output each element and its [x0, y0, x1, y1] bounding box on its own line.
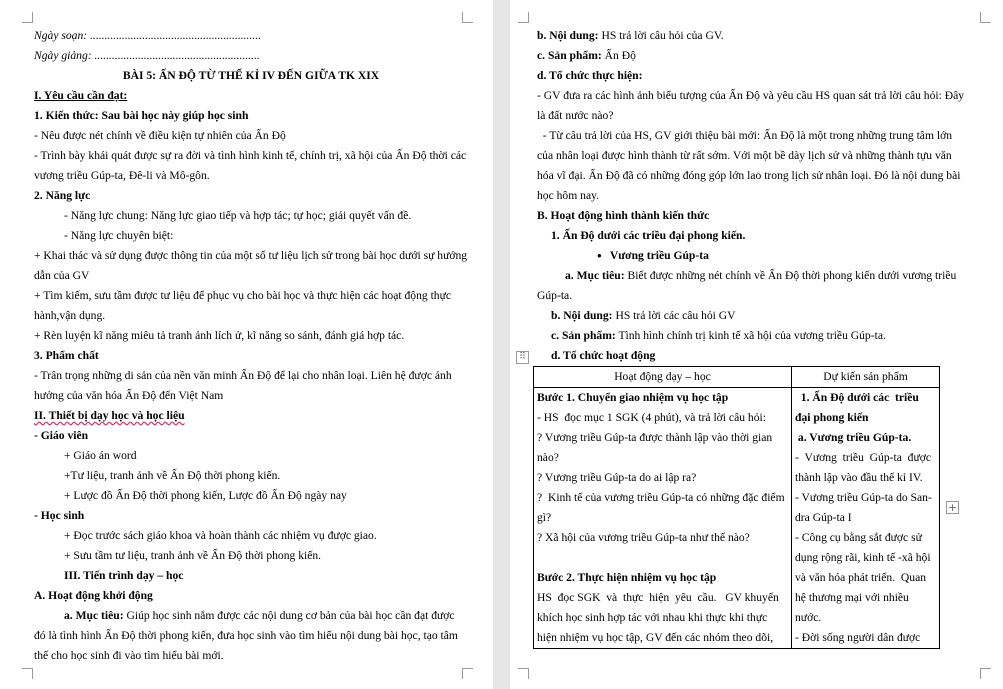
product-label: c. Sản phẩm:	[537, 49, 602, 62]
table-cell-line	[537, 548, 788, 568]
paragraph-line: Gúp-ta.	[537, 289, 573, 302]
table-cell-line: ? Kinh tế của vương triều Gúp-ta có những đặc điểm	[537, 491, 785, 504]
table-cell-line: dra Gúp-ta I	[795, 511, 852, 524]
paragraph-line: hưởng của văn hóa Ấn Độ đến Việt Nam	[34, 389, 224, 402]
margin-mark	[462, 668, 473, 679]
table-cell-line: hệ thương mại với nhiều	[795, 591, 909, 604]
table-cell-line: - Đời sống người dân được	[795, 631, 921, 644]
subheading: 3. Phẩm chất	[34, 349, 99, 362]
document-page-right[interactable]	[510, 0, 1003, 689]
table-cell-line: và văn hóa phát triển. Quan	[795, 571, 927, 584]
table-cell-line: thành lập vào đầu thế kỉ IV.	[795, 471, 923, 484]
section-heading: III. Tiến trình dạy – học	[64, 569, 184, 582]
bullet-icon	[597, 249, 610, 262]
paragraph-line: dẫn của GV	[34, 269, 90, 282]
paragraph-line: đó là tình hình Ấn Độ thời phong kiến, đưa học sinh vào tìm hiểu nội dung bài học, tạo tâm	[34, 629, 458, 642]
margin-mark	[462, 12, 473, 23]
list-item: + Sưu tầm tư liệu, tranh ảnh về Ấn Độ thời phong kiến.	[64, 549, 322, 562]
paragraph-line: hành,vận dụng.	[34, 309, 106, 322]
product-label: c. Sản phẩm:	[551, 329, 616, 342]
table-cell-products[interactable]	[792, 388, 940, 649]
subheading: d. Tổ chức hoạt động	[551, 349, 656, 362]
product-text: Ấn Độ	[601, 49, 636, 62]
product-text: Tình hình chính trị kinh tế xã hội của vương triều Gúp-ta.	[615, 329, 886, 342]
paragraph-line: - Trân trọng những di sản của nền văn minh Ấn Độ để lại cho nhân loại. Liên hệ được ảnh	[34, 369, 452, 382]
paragraph-line: + Khai thác và sử dụng được thông tin của một số tư liệu lịch sử trong bài học dưới sự hướng	[34, 249, 468, 262]
add-column-icon[interactable]: +	[947, 501, 958, 514]
subheading: d. Tổ chức thực hiện:	[537, 69, 643, 82]
content-label: b. Nội dung:	[537, 29, 599, 42]
table-header-cell[interactable]: Dự kiến sản phẩm	[792, 367, 940, 388]
paragraph-line: học hôm nay.	[537, 189, 600, 202]
table-cell-line: ? Xã hội của vương triều Gúp-ta như thế nào?	[537, 531, 750, 544]
table-cell-line: hiện nhiệm vụ học tập, GV đến các nhóm theo dõi,	[537, 631, 774, 644]
section-heading: I. Yêu cầu cần đạt:	[34, 89, 128, 102]
margin-mark	[22, 668, 33, 679]
table-cell-line: Bước 2. Thực hiện nhiệm vụ học tập	[537, 571, 717, 584]
content-label: b. Nội dung:	[551, 309, 613, 322]
activity-table[interactable]	[533, 366, 940, 649]
table-cell-line: - HS đọc mục 1 SGK (4 phút), và trả lời câu hỏi:	[537, 411, 766, 424]
lesson-title: BÀI 5: ẤN ĐỘ TỪ THẾ KỈ IV ĐẾN GIỮA TK XIX	[122, 69, 380, 82]
content-text: HS trả lời các câu hỏi GV	[612, 309, 736, 322]
bullet-item: Vương triều Gúp-ta	[609, 249, 709, 262]
paragraph-line: thế cho học sinh đi vào tìm hiểu bài mới.	[34, 649, 224, 662]
subheading: 1. Kiến thức: Sau bài học này giúp học sinh	[34, 109, 249, 122]
paragraph-line: + Rèn luyện kĩ năng miêu tả tranh ảnh lích ử, kĩ năng so sánh, đánh giá hợp tác.	[34, 329, 405, 342]
table-header-cell[interactable]: Hoạt động dạy – học	[534, 367, 792, 388]
margin-mark	[22, 12, 33, 23]
page-body-right[interactable]	[537, 26, 975, 649]
margin-mark	[980, 12, 991, 23]
table-move-handle-icon[interactable]: ⠿	[516, 351, 529, 364]
list-item: + Giáo án word	[64, 449, 137, 462]
page-gap	[493, 0, 510, 689]
objective-label: a. Mục tiêu:	[64, 609, 124, 622]
content-text: HS trả lời câu hỏi của GV.	[598, 29, 724, 42]
margin-mark	[518, 668, 529, 679]
table-cell-line: ? Vương triều Gúp-ta được thành lập vào thời gian	[537, 431, 773, 444]
list-item: + Đọc trước sách giáo khoa và hoàn thành các nhiệm vụ được giao.	[64, 529, 377, 542]
objective-label: a. Mục tiêu:	[565, 269, 625, 282]
table-cell-line: nước.	[795, 611, 822, 624]
paragraph-line: - Từ câu trả lời của HS, GV giới thiệu bài mới: Ấn Độ là một trong những trung tâm lớn	[537, 129, 953, 142]
table-cell-line: - Vương triều Gúp-ta do San-	[795, 491, 932, 504]
section-heading: II. Thiết bị dạy học và học liệu	[34, 409, 185, 422]
table-cell-line: 1. Ấn Độ dưới các triều	[795, 391, 919, 404]
section-heading: B. Hoạt động hình thành kiến thức	[537, 209, 710, 222]
subheading: 2. Năng lực	[34, 189, 91, 202]
margin-mark	[518, 12, 529, 23]
paragraph-line: là đất nước nào?	[537, 109, 614, 122]
paragraph-line: vương triều Gúp-ta, Đê-li và Mô-gôn.	[34, 169, 210, 182]
paragraph-line: Giúp học sinh nắm được các nội dung cơ bản của bài học cần đạt được	[123, 609, 455, 622]
table-cell-line: đại phong kiến	[795, 411, 869, 424]
paragraph-line: - Trình bày khái quát được sự ra đời và tình hình kinh tế, chính trị, xã hội của Ấn Độ thời các	[34, 149, 467, 162]
table-cell-line: - Công cụ bằng sắt được sử	[795, 531, 922, 544]
subheading: - Giáo viên	[34, 429, 89, 442]
date-taught: Ngày giảng: .........................................................	[34, 49, 260, 62]
table-cell-line: a. Vương triều Gúp-ta.	[795, 431, 912, 444]
table-cell-line: Bước 1. Chuyển giao nhiệm vụ học tập	[537, 391, 729, 404]
table-cell-line: nào?	[537, 451, 559, 464]
table-header-row	[534, 367, 940, 388]
paragraph-line: - Năng lực chung: Năng lực giao tiếp và hợp tác; tự học; giải quyết vấn đề.	[64, 209, 412, 222]
paragraph-line: của nhân loại được hình thành từ rất sớm. Với một bề dày lịch sử và những thành tựu văn	[537, 149, 952, 162]
table-cell-line: dụng rộng rãi, kinh tế -xã hội	[795, 551, 931, 564]
date-prepared: Ngày soạn: ...........................................................	[34, 29, 262, 42]
subheading: 1. Ấn Độ dưới các triều đại phong kiến.	[551, 229, 746, 242]
table-cell-line: - Vương triều Gúp-ta được	[795, 451, 932, 464]
document-page-left[interactable]	[0, 0, 493, 689]
list-item: + Lược đồ Ấn Độ thời phong kiến, Lược đồ Ấn Độ ngày nay	[64, 489, 347, 502]
table-cell-line: khích học sinh hợp tác với nhau khi thực khi thực	[537, 611, 768, 624]
table-cell-line: HS đọc SGK và thực hiện yêu cầu. GV khuyến	[537, 591, 779, 604]
paragraph-line: - Năng lực chuyên biệt:	[64, 229, 174, 242]
subheading: - Học sinh	[34, 509, 85, 522]
paragraph-line: - Nêu được nét chính về điều kiện tự nhiên của Ấn Độ	[34, 129, 286, 142]
paragraph-line: hóa vĩ đại. Ấn Độ đã có những đóng góp lớn lao trong lịch sử nhân loại. Đó là nội dung bài	[537, 169, 961, 182]
table-cell-activities[interactable]	[534, 388, 792, 649]
list-item: +Tư liệu, tranh ảnh về Ấn Độ thời phong kiến.	[64, 469, 281, 482]
subheading: A. Hoạt động khởi động	[34, 589, 153, 602]
paragraph-line: + Tìm kiếm, sưu tầm được tư liệu để phục vụ cho bài học và thực hiện các hoạt động thực	[34, 289, 452, 302]
paragraph-line: - GV đưa ra các hình ảnh biểu tượng của Ấn Độ và yêu cầu HS quan sát trả lời câu hỏi: Đây	[537, 89, 965, 102]
paragraph-line: Biết được những nét chính về Ấn Độ thời phong kiến dưới vương triều	[624, 269, 957, 282]
table-row	[534, 388, 940, 649]
margin-mark	[980, 668, 991, 679]
table-cell-line: gì?	[537, 511, 552, 524]
page-body-left[interactable]	[34, 26, 468, 666]
table-cell-line: ? Vương triều Gúp-ta do ai lập ra?	[537, 471, 697, 484]
